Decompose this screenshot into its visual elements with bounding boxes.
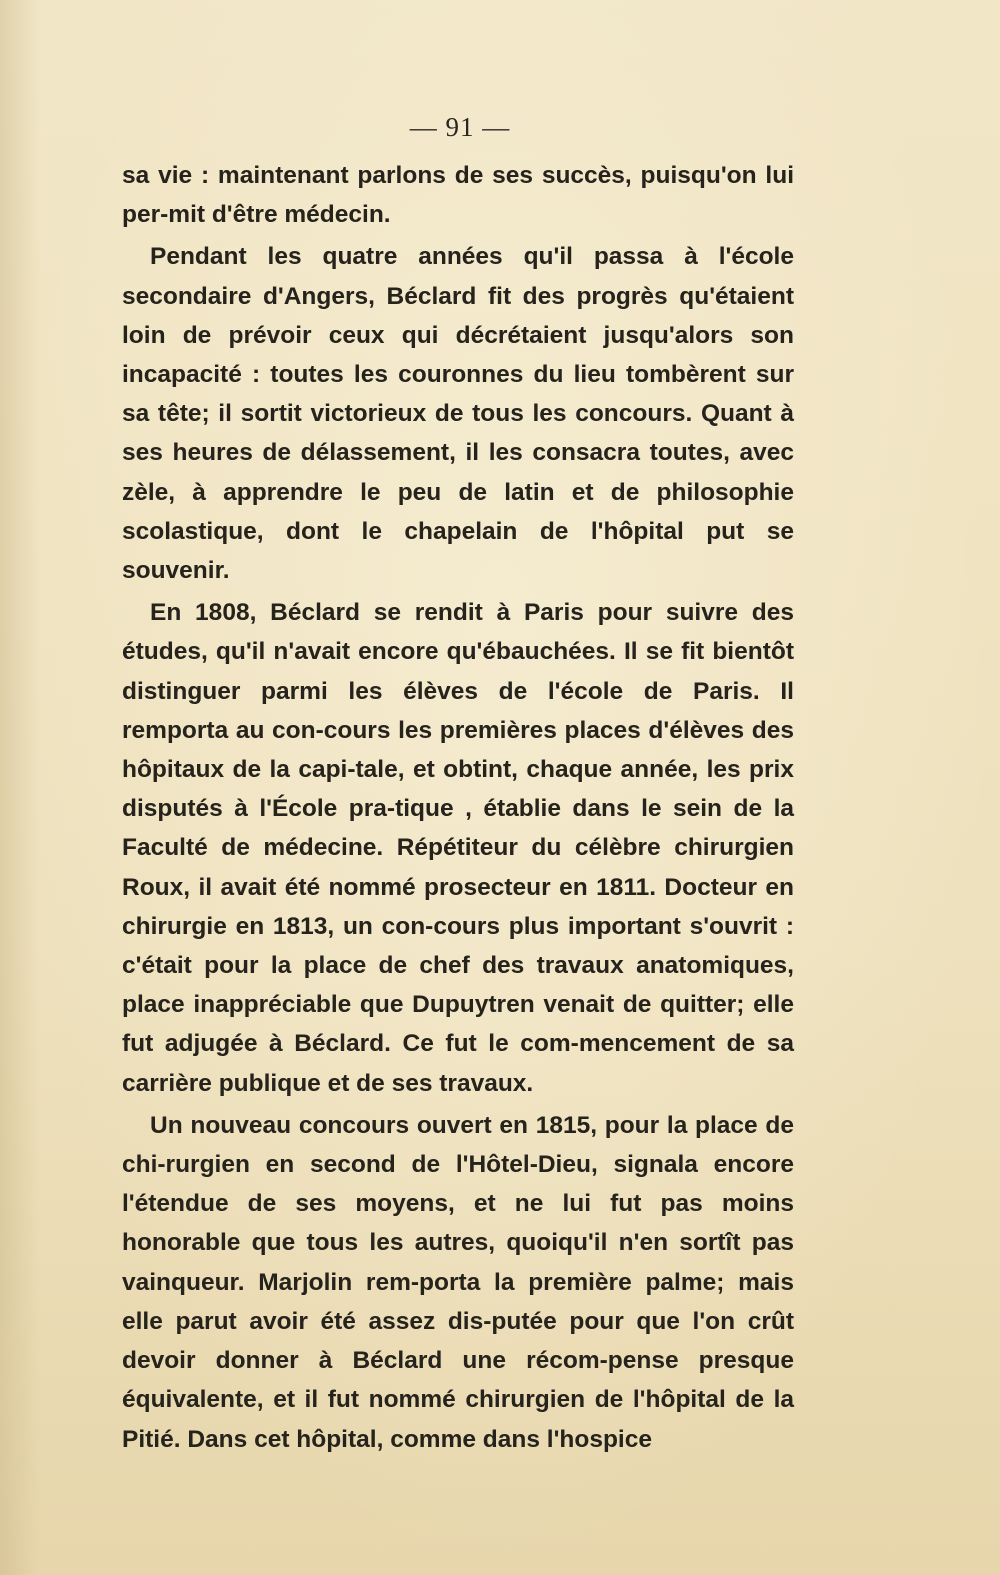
paragraph: En 1808, Béclard se rendit à Paris pour suivre des études, qu'il n'avait encore qu'ébauchées. Il se fit bientôt distinguer parmi les élèves de l'école de Paris. Il remporta au con-cours les premières places d'élèves des hôpitaux de la capi-tale, et obtint, chaque année, les prix disputés à l'École pra-tique , établie dans le sein de la Faculté de médecine. Répétiteur du célèbre chirurgien Roux, il avait été nommé prosecteur en 1811. Docteur en chirurgie en 1813, un con-cours plus important s'ouvrit : c'était pour la place de chef des travaux anatomiques, place inappréciable que Dupuytren venait de quitter; elle fut adjugée à Béclard. Ce fut le com-mencement de sa carrière publique et de ses travaux. <box>122 599 794 1097</box>
page-edge-shadow <box>0 0 40 1575</box>
page-number: — 91 — <box>409 112 511 142</box>
body-text <box>122 156 794 1459</box>
paragraph: sa vie : maintenant parlons de ses succès, puisqu'on lui per-mit d'être médecin. <box>122 162 794 229</box>
paragraph: Pendant les quatre années qu'il passa à l'école secondaire d'Angers, Béclard fit des progrès qu'étaient loin de prévoir ceux qui décrétaient jusqu'alors son incapacité : toutes les couronnes du lieu tombèrent sur sa tête; il sortit victorieux de tous les concours. Quant à ses heures de délassement, il les consacra toutes, avec zèle, à apprendre le peu de latin et de philosophie scolastique, dont le chapelain de l'hôpital put se souvenir. <box>122 243 794 585</box>
paragraph: Un nouveau concours ouvert en 1815, pour la place de chi-rurgien en second de l'Hôtel-Dieu, signala encore l'étendue de ses moyens, et ne lui fut pas moins honorable que tous les autres, quoiqu'il n'en sortît pas vainqueur. Marjolin rem-porta la première palme; mais elle parut avoir été assez dis-putée pour que l'on crût devoir donner à Béclard une récom-pense presque équivalente, et il fut nommé chirurgien de l'hôpital de la Pitié. Dans cet hôpital, comme dans l'hospice <box>122 1111 794 1453</box>
